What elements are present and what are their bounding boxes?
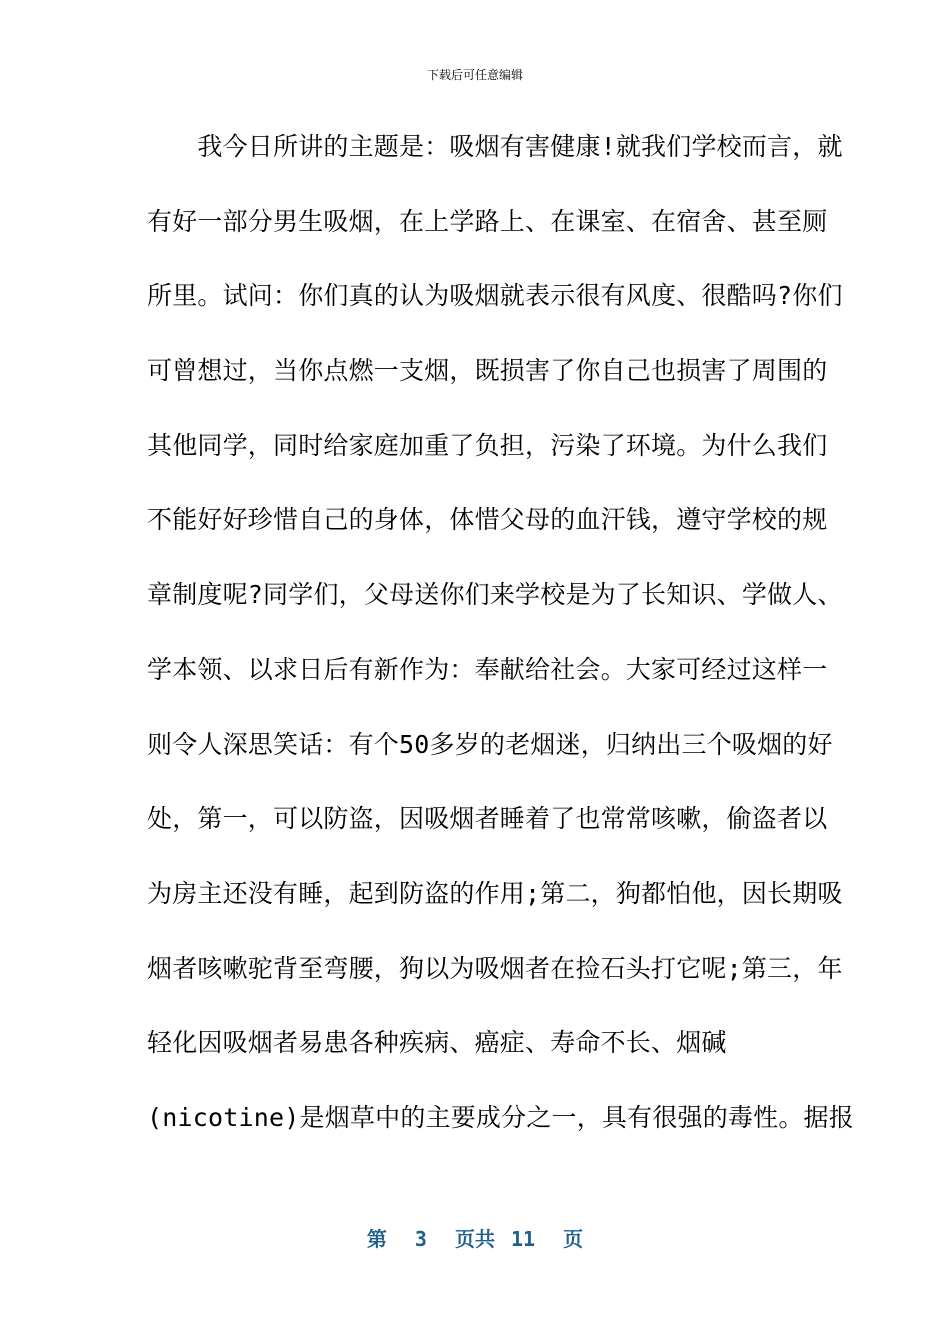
text-line: 则令人深思笑话：有个50多岁的老烟迷，归纳出三个吸烟的好 bbox=[147, 729, 833, 759]
text-line: 其他同学，同时给家庭加重了负担，污染了环境。为什么我们 bbox=[147, 430, 828, 460]
text-line: 所里。试问：你们真的认为吸烟就表示很有风度、很酷吗?你们 bbox=[147, 281, 843, 311]
text-line: 烟者咳嗽驼背至弯腰，狗以为吸烟者在捡石头打它呢;第三，年 bbox=[147, 953, 843, 983]
body-text bbox=[147, 124, 854, 1170]
page-number-suffix: 页 bbox=[563, 1227, 584, 1251]
page-number-total: 11 bbox=[510, 1227, 536, 1251]
page-footer bbox=[0, 1224, 950, 1254]
page-header-note: 下载后可任意编辑 bbox=[426, 68, 523, 82]
page-number-middle: 页共 bbox=[454, 1227, 495, 1251]
text-line: 处，第一，可以防盗，因吸烟者睡着了也常常咳嗽，偷盗者以 bbox=[147, 804, 828, 834]
text-line: 有好一部分男生吸烟，在上学路上、在课室、在宿舍、甚至厕 bbox=[147, 206, 828, 236]
page-number-current: 3 bbox=[414, 1227, 427, 1251]
text-line: 可曾想过，当你点燃一支烟，既损害了你自己也损害了周围的 bbox=[147, 356, 828, 386]
text-line: 为房主还没有睡，起到防盗的作用;第二，狗都怕他，因长期吸 bbox=[147, 878, 843, 908]
text-line: (nicotine)是烟草中的主要成分之一，具有很强的毒性。据报 bbox=[147, 1102, 854, 1132]
text-line: 章制度呢?同学们，父母送你们来学校是为了长知识、学做人、 bbox=[147, 580, 843, 610]
page-number-prefix: 第 bbox=[366, 1227, 387, 1251]
text-line: 轻化因吸烟者易患各种疾病、癌症、寿命不长、烟碱 bbox=[147, 1028, 727, 1058]
text-line: 学本领、以求日后有新作为：奉献给社会。大家可经过这样一 bbox=[147, 654, 828, 684]
text-line: 不能好好珍惜自己的身体，体惜父母的血汗钱，遵守学校的规 bbox=[147, 505, 828, 535]
text-line: 我今日所讲的主题是：吸烟有害健康!就我们学校而言，就 bbox=[147, 132, 843, 161]
